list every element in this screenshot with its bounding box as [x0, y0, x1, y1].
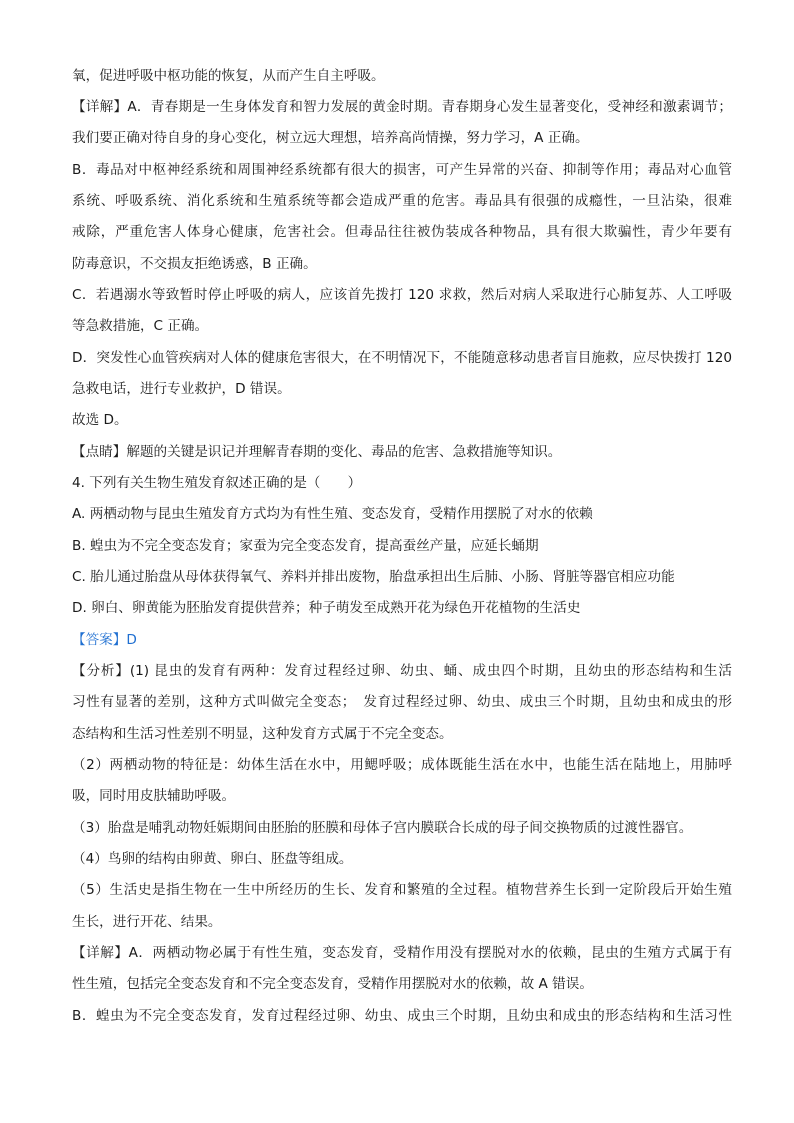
text-line: 【点睛】解题的关键是识记并理解青春期的变化、毒品的危害、急救措施等知识。 [72, 444, 562, 460]
text-line: （2）两栖动物的特征是：幼体生活在水中，用鳃呼吸；成体既能生活在水中，也能生活在陆地上，用肺呼 [72, 757, 732, 773]
text-line: 习性有显著的差别，这种方式叫做完全变态； 发育过程经过卵、幼虫、成虫三个时期，且幼虫和成虫的形 [72, 694, 732, 710]
text-line: 生长，进行开花、结果。 [72, 914, 222, 930]
text-line: （4）鸟卵的结构由卵黄、卵白、胚盘等组成。 [72, 851, 353, 867]
text-line: 我们要正确对待自身的身心变化，树立远大理想，培养高尚情操，努力学习，A 正确。 [72, 130, 589, 146]
text-line: B．蝗虫为不完全变态发育，发育过程经过卵、幼虫、成虫三个时期，且幼虫和成虫的形态结构和生活习性 [72, 1008, 732, 1024]
question-stem: 4. 下列有关生物生殖发育叙述正确的是（ ） [72, 475, 362, 491]
text-line: 【详解】A．两栖动物必属于有性生殖，变态发育，受精作用没有摆脱对水的依赖，昆虫的生殖方式属于有 [72, 945, 732, 961]
text-line: 氧，促进呼吸中枢功能的恢复，从而产生自主呼吸。 [72, 68, 385, 84]
text-line: 故选 D。 [72, 412, 128, 428]
answer-line: 【答案】D [72, 632, 137, 648]
text-line: C．若遇溺水等致暂时停止呼吸的病人，应该首先拨打 120 求救，然后对病人采取进行心肺复苏、人工呼吸 [72, 287, 732, 303]
text-line: 【详解】A．青春期是一生身体发育和智力发展的黄金时期。青春期身心发生显著变化，受神经和激素调节； [72, 99, 732, 115]
option-d: D. 卵白、卵黄能为胚胎发育提供营养；种子萌发至成熟开花为绿色开花植物的生活史 [72, 600, 581, 616]
text-line: 等急救措施，C 正确。 [72, 318, 209, 334]
text-line: 吸，同时用皮肤辅助呼吸。 [72, 788, 236, 804]
text-line: B．毒品对中枢神经系统和周围神经系统都有很大的损害，可产生异常的兴奋、抑制等作用；毒品对心血管 [72, 162, 732, 178]
text-line: 性生殖，包括完全变态发育和不完全变态发育，受精作用摆脱对水的依赖，故 A 错误。 [72, 976, 593, 992]
text-line: 防毒意识，不交损友拒绝诱惑，B 正确。 [72, 256, 317, 272]
option-c: C. 胎儿通过胎盘从母体获得氧气、养料并排出废物，胎盘承担出生后肺、小肠、肾脏等器官相应功能 [72, 569, 675, 585]
option-a: A. 两栖动物与昆虫生殖发育方式均为有性生殖、变态发育，受精作用摆脱了对水的依赖 [72, 506, 593, 522]
text-line: （5）生活史是指生物在一生中所经历的生长、发育和繁殖的全过程。植物营养生长到一定阶段后开始生殖 [72, 882, 732, 898]
text-line: 戒除，严重危害人体身心健康，危害社会。但毒品往往被伪装成各种物品，具有很大欺骗性，青少年要有 [72, 224, 732, 240]
text-line: 系统、呼吸系统、消化系统和生殖系统等都会造成严重的危害。毒品具有很强的成瘾性，一旦沾染，很难 [72, 193, 732, 209]
option-b: B. 蝗虫为不完全变态发育；家蚕为完全变态发育，提高蚕丝产量，应延长蛹期 [72, 538, 539, 554]
text-line: D．突发性心血管疾病对人体的健康危害很大，在不明情况下，不能随意移动患者盲目施救，应尽快拨打 120 [72, 350, 732, 366]
text-line: 【分析】(1) 昆虫的发育有两种：发育过程经过卵、幼虫、蛹、成虫四个时期，且幼虫的形态结构和生活 [72, 663, 732, 679]
text-line: 态结构和生活习性差别不明显，这种发育方式属于不完全变态。 [72, 726, 453, 742]
text-line: （3）胎盘是哺乳动物妊娠期间由胚胎的胚膜和母体子宫内膜联合长成的母子间交换物质的过渡性器官。 [72, 820, 693, 836]
text-line: 急救电话，进行专业救护，D 错误。 [72, 381, 291, 397]
